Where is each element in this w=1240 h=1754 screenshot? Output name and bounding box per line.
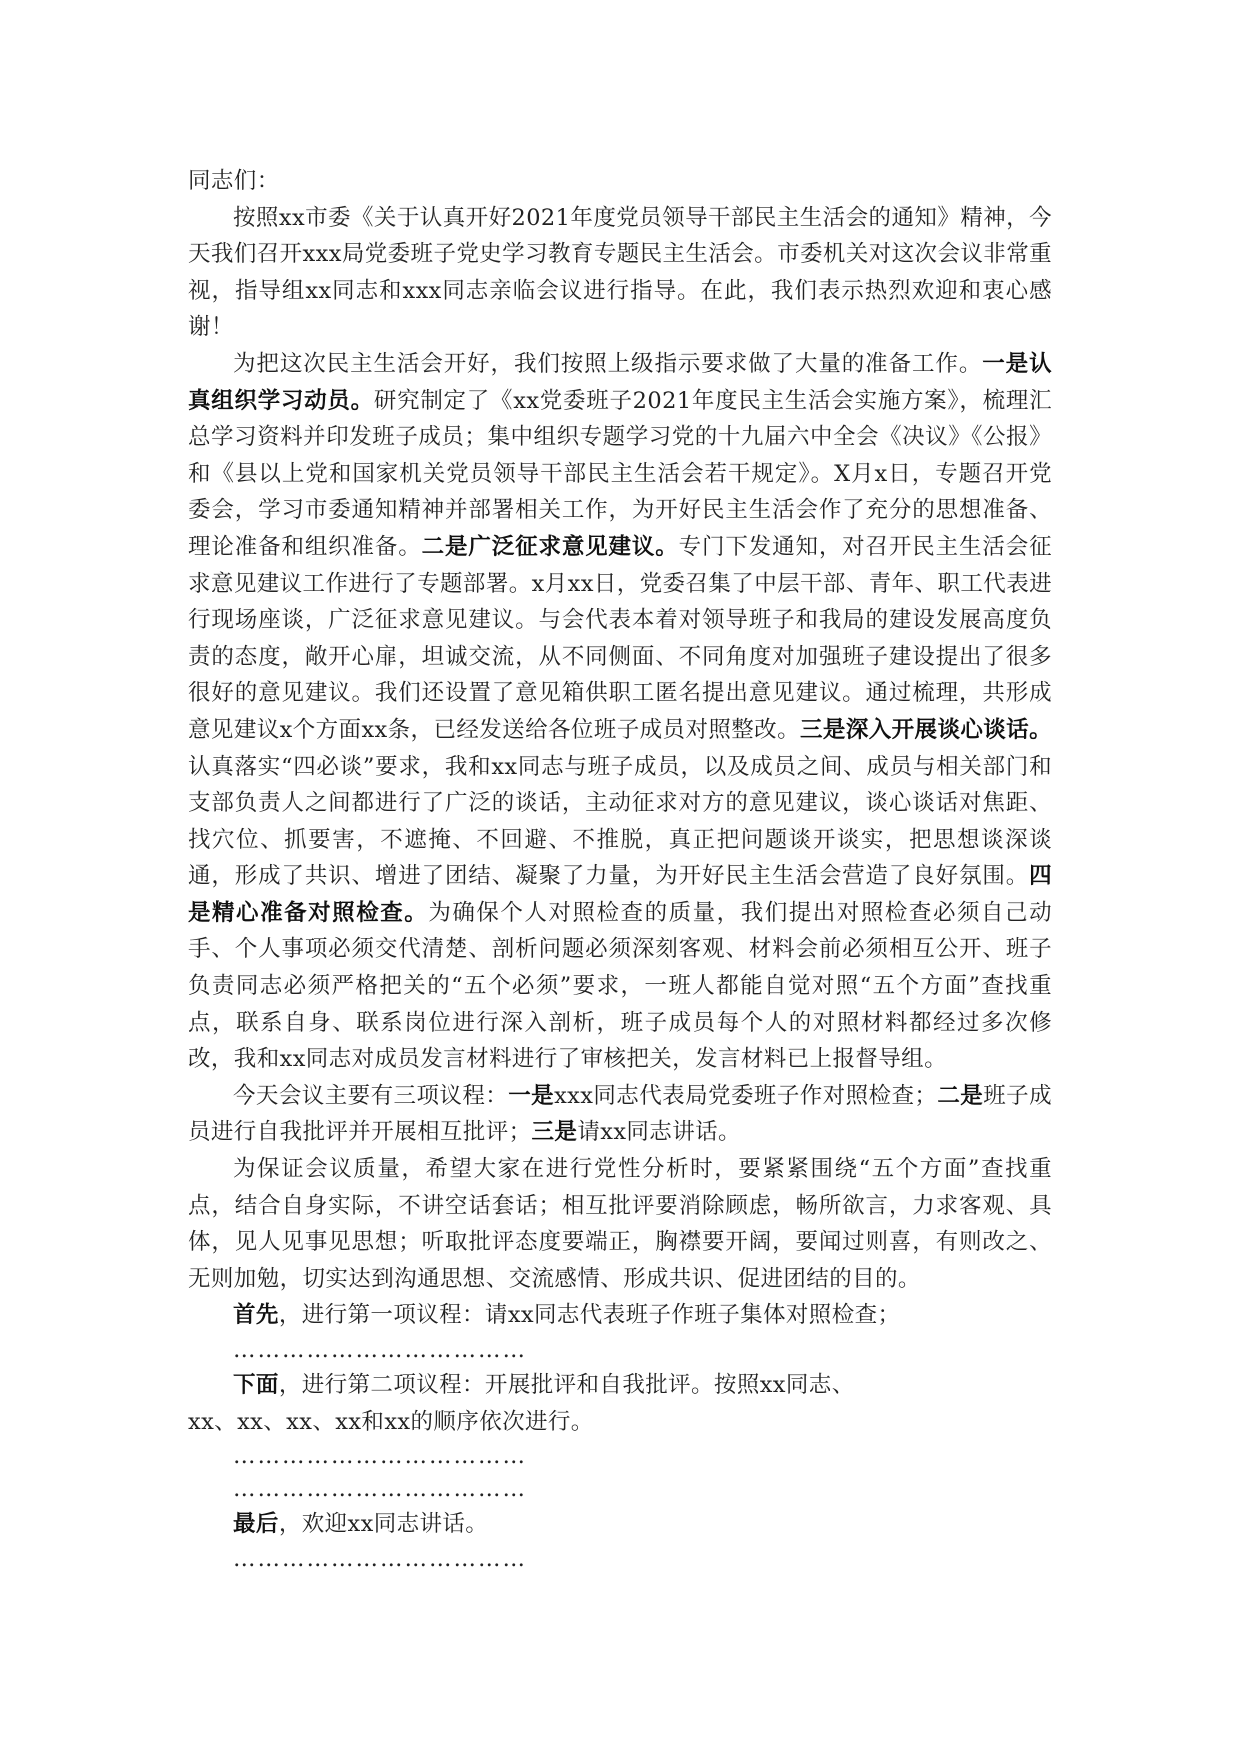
agenda-first-lead: 首先: [233, 1302, 279, 1329]
ellipsis-line: ………………………………: [233, 1476, 527, 1503]
point-three-text: 认真落实“四必谈”要求，我和xx同志与班子成员，以及成员之间、成员与相关部门和支部负责人之间都进行了广泛的谈话，主动征求对方的意见建议，谈心谈话对焦距、找穴位、抓要害，不遮掩、不回避、不推脱，真正把问题谈开谈实，把思想谈深谈通，形成了共识、增进了团结、凝聚了力量，为开好民主生活会营造了良好氛围。: [188, 753, 1052, 890]
ellipsis-line: ………………………………: [233, 1545, 527, 1572]
agenda-last: [188, 1506, 1052, 1543]
agenda-last-text: ，欢迎xx同志讲话。: [278, 1511, 489, 1538]
agenda-item-one-text: xxx同志代表局党委班子作对照检查；: [554, 1082, 938, 1109]
point-two-text: 专门下发通知，对召开民主生活会征求意见建议工作进行了专题部署。x月xx日，党委召集了中层干部、青年、职工代表进行现场座谈，广泛征求意见建议。与会代表本着对领导班子和我局的建设发展高度负责的态度，敞开心扉，坦诚交流，从不同侧面、不同角度对加强班子建设提出了很多很好的意见建议。我们还设置了意见箱供职工匿名提出意见建议。通过梳理，共形成意见建议x个方面xx条，已经发送给各位班子成员对照整改。: [188, 533, 1052, 743]
agenda-item-one-label: 一是: [508, 1082, 555, 1109]
agenda-second-text: ，进行第二项议程：开展批评和自我批评。按照xx同志、: [278, 1372, 855, 1398]
paragraph-preparation: [188, 346, 1052, 1078]
paragraph-opening: 按照xx市委《关于认真开好2021年度党员领导干部民主生活会的通知》精神，今天我们召开xxx局党委班子党史学习教育专题民主生活会。市委机关对这次会议非常重视，指导组xx同志和xxx同志亲临会议进行指导。在此，我们表示热烈欢迎和衷心感谢！: [188, 204, 1052, 341]
paragraph-agenda-overview: [188, 1078, 1052, 1151]
speech-text: [188, 163, 1052, 1576]
greeting: 同志们：: [188, 168, 280, 194]
point-four-heading: 四是精心准备对照检查。: [188, 863, 1052, 926]
paragraph-requirements: 为保证会议质量，希望大家在进行党性分析时，要紧紧围绕“五个方面”查找重点，结合自身实际，不讲空话套话；相互批评要消除顾虑，畅所欲言，力求客观、具体，见人见事见思想；听取批评态度要端正，胸襟要开阔，要闻过则喜，有则改之、无则加勉，切实达到沟通思想、交流感情、形成共识、促进团结的目的。: [188, 1156, 1052, 1292]
agenda-second: [188, 1367, 1052, 1404]
agenda-first-text: ，进行第一项议程：请xx同志代表班子作班子集体对照检查；: [278, 1302, 901, 1329]
agenda-last-lead: 最后: [233, 1511, 279, 1538]
agenda-item-two-text: 班子成员进行自我批评并开展相互批评；: [188, 1082, 1052, 1146]
agenda-item-three-label: 三是: [531, 1119, 578, 1146]
point-four-text: 为确保个人对照检查的质量，我们提出对照检查必须自己动手、个人事项必须交代清楚、剖析问题必须深刻客观、材料会前必须相互公开、班子负责同志必须严格把关的“五个必须”要求，一班人都能自觉对照“五个方面”查找重点，联系自身、联系岗位进行深入剖析，班子成员每个人的对照材料都经过多次修改，我和xx同志对成员发言材料进行了审核把关，发言材料已上报督导组。: [188, 899, 1052, 1073]
point-three-heading: 三是深入开展谈心谈话。: [800, 716, 1052, 743]
point-one-text: 研究制定了《xx党委班子2021年度民主生活会实施方案》，梳理汇总学习资料并印发班子成员；集中组织专题学习党的十九届六中全会《决议》《公报》和《县以上党和国家机关党员领导干部民主生活会若干规定》。X月x日，专题召开党委会，学习市委通知精神并部署相关工作，为开好民主生活会作了充分的思想准备、理论准备和组织准备。: [188, 387, 1052, 560]
agenda-overview-intro: 今天会议主要有三项议程：: [233, 1082, 509, 1109]
point-two-heading: 二是广泛征求意见建议。: [421, 533, 679, 560]
ellipsis-line: ………………………………: [233, 1443, 527, 1470]
agenda-item-three-text: 请xx同志讲话。: [577, 1119, 741, 1146]
agenda-first: [188, 1297, 1052, 1334]
ellipsis-line: ………………………………: [233, 1337, 527, 1363]
agenda-item-two-label: 二是: [937, 1082, 984, 1109]
preparation-intro: 为把这次民主生活会开好，我们按照上级指示要求做了大量的准备工作。: [233, 350, 983, 377]
agenda-second-lead: 下面: [233, 1372, 279, 1398]
agenda-second-continuation: xx、xx、xx、xx和xx的顺序依次进行。: [188, 1408, 594, 1435]
point-one-heading: 一是认真组织学习动员。: [188, 350, 1052, 414]
